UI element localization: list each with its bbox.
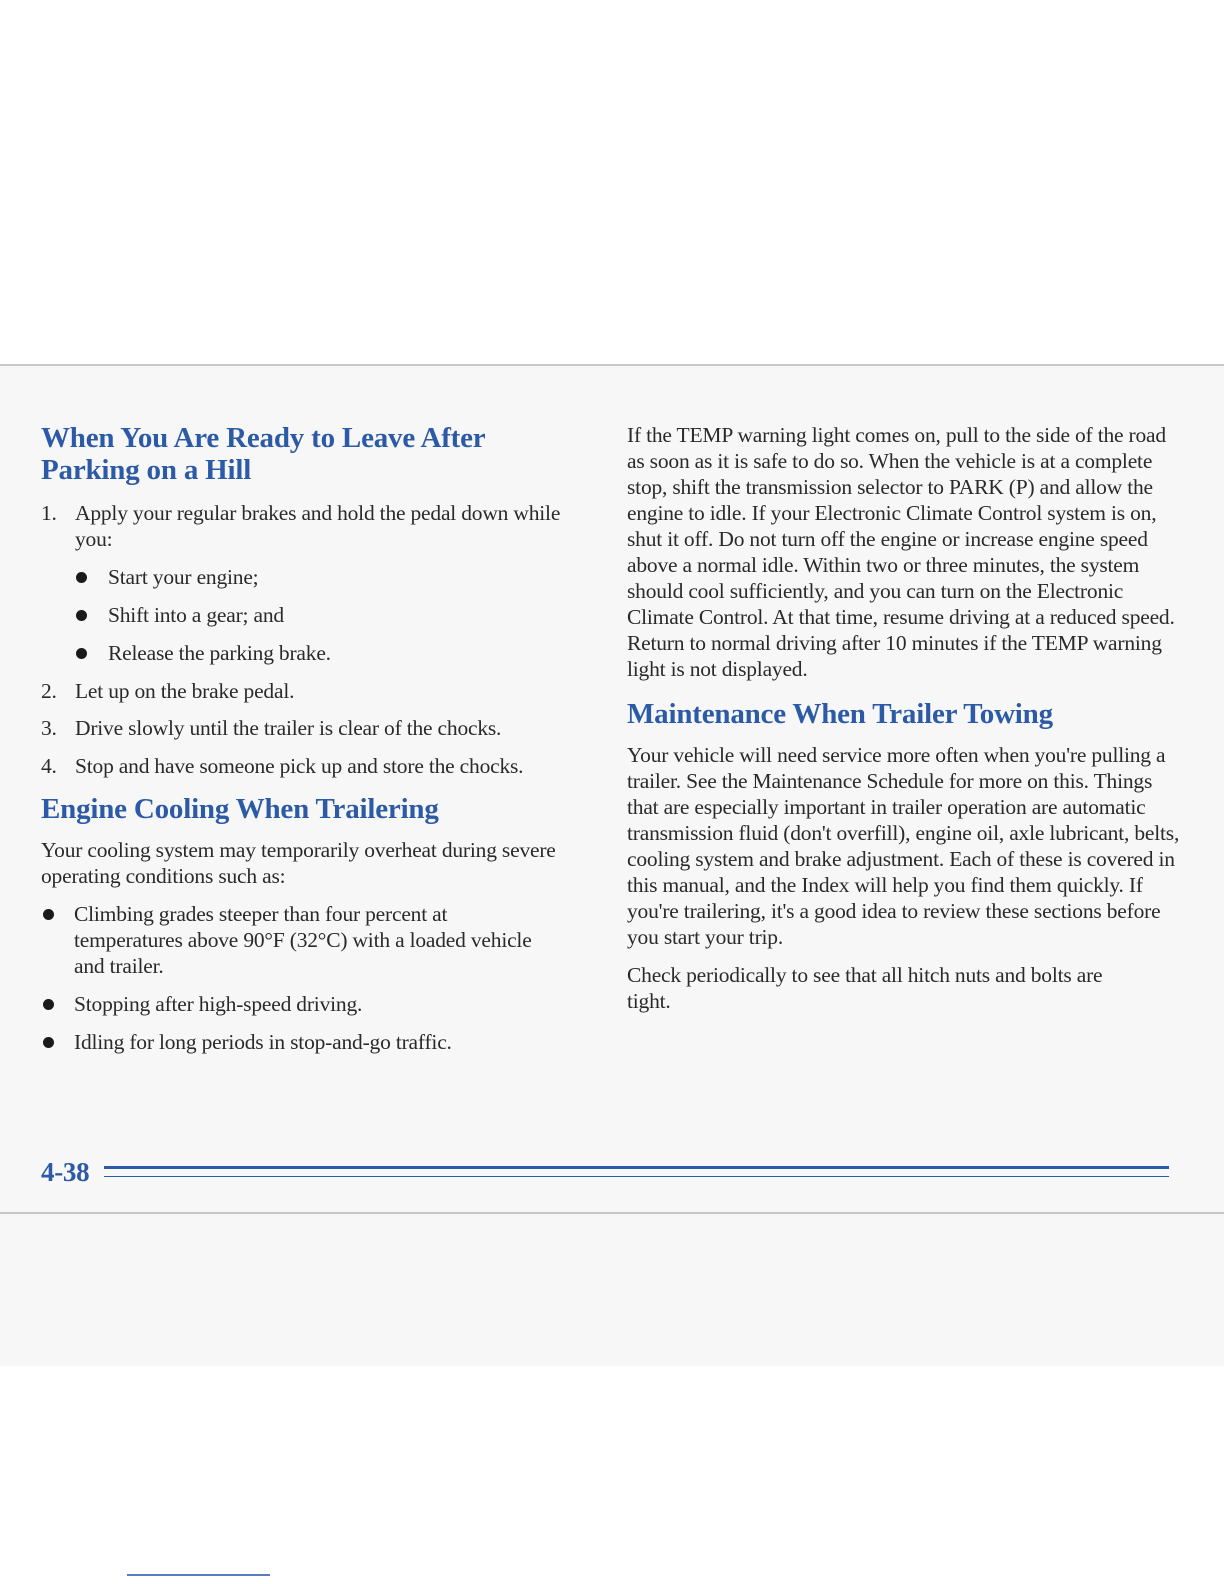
list-item <box>41 564 601 590</box>
bullet-icon <box>43 1037 54 1048</box>
heading-maintenance: Maintenance When Trailer Towing <box>627 698 1053 730</box>
temp-warning-paragraph: If the TEMP warning light comes on, pull to the side of the road as soon as it is safe to do so. When the vehicle is at a complete stop, shift the transmission selector to PARK (P) and allow the engine to idle. If your Electronic Climate Control system is on, shut it off. Do not turn off the engine or increase engine speed above a normal idle. Within two or three minutes, the system should cool sufficiently, and you can turn on the Electronic Climate Control. At that time, resume driving at a reduced speed. Return to normal driving after 10 minutes if the TEMP warning light is not displayed. <box>627 423 1175 681</box>
footer-rule <box>104 1166 1169 1177</box>
bullet-icon <box>76 572 87 583</box>
step-number: 4. <box>41 754 57 778</box>
right-column <box>627 422 1183 1014</box>
list-item <box>41 753 601 779</box>
left-column <box>41 422 601 1055</box>
bullet-text: Stopping after high-speed driving. <box>74 992 363 1016</box>
bullet-icon <box>76 610 87 621</box>
list-item <box>41 991 541 1017</box>
step-text: Let up on the brake pedal. <box>75 679 295 703</box>
step-number: 1. <box>41 501 57 525</box>
bullet-icon <box>43 909 54 920</box>
footer-rule-thick <box>104 1166 1169 1169</box>
bullet-text: Idling for long periods in stop-and-go traffic. <box>74 1030 452 1054</box>
top-divider <box>0 364 1224 366</box>
bullet-text: Start your engine; <box>108 565 259 589</box>
list-item <box>41 715 601 741</box>
step-number: 3. <box>41 716 57 740</box>
sub-bullet-list <box>41 564 601 666</box>
list-item <box>41 500 601 552</box>
cooling-intro: Your cooling system may temporarily overheat during severe operating conditions such as: <box>41 838 556 888</box>
bottom-divider <box>0 1212 1224 1214</box>
bullet-text: Shift into a gear; and <box>108 603 284 627</box>
cooling-bullet-list <box>41 901 541 1055</box>
steps-list <box>41 500 601 552</box>
bullet-text: Climbing grades steeper than four percent at temperatures above 90°F (32°C) with a loaded vehicle and trailer. <box>74 902 532 978</box>
bottom-underline <box>127 1574 270 1576</box>
step-number: 2. <box>41 679 57 703</box>
heading-leave-after-parking: When You Are Ready to Leave After Parking on a Hill <box>41 422 485 486</box>
list-item <box>41 1029 541 1055</box>
step-text: Stop and have someone pick up and store the chocks. <box>75 754 524 778</box>
page-number: 4-38 <box>41 1157 90 1187</box>
bullet-icon <box>43 999 54 1010</box>
maintenance-paragraph: Your vehicle will need service more often when you're pulling a trailer. See the Maintenance Schedule for more on this. Things that are especially important in trailer operation are automatic transmission fluid (don't overfill), engine oil, axle lubricant, belts, cooling system and brake adjustment. Each of these is covered in this manual, and the Index will help you find them quickly. If you're trailering, it's a good idea to review these sections before you start your trip. <box>627 743 1180 949</box>
bullet-icon <box>76 648 87 659</box>
step-text: Drive slowly until the trailer is clear of the chocks. <box>75 716 502 740</box>
heading-engine-cooling: Engine Cooling When Trailering <box>41 793 439 825</box>
list-item <box>41 901 541 979</box>
steps-list-continued <box>41 678 601 779</box>
list-item <box>41 640 601 666</box>
footer-rule-thin <box>104 1176 1169 1177</box>
bullet-text: Release the parking brake. <box>108 641 331 665</box>
list-item <box>41 678 601 704</box>
step-text: Apply your regular brakes and hold the pedal down while you: <box>75 501 561 551</box>
check-paragraph: Check periodically to see that all hitch nuts and bolts are tight. <box>627 963 1103 1013</box>
list-item <box>41 602 601 628</box>
